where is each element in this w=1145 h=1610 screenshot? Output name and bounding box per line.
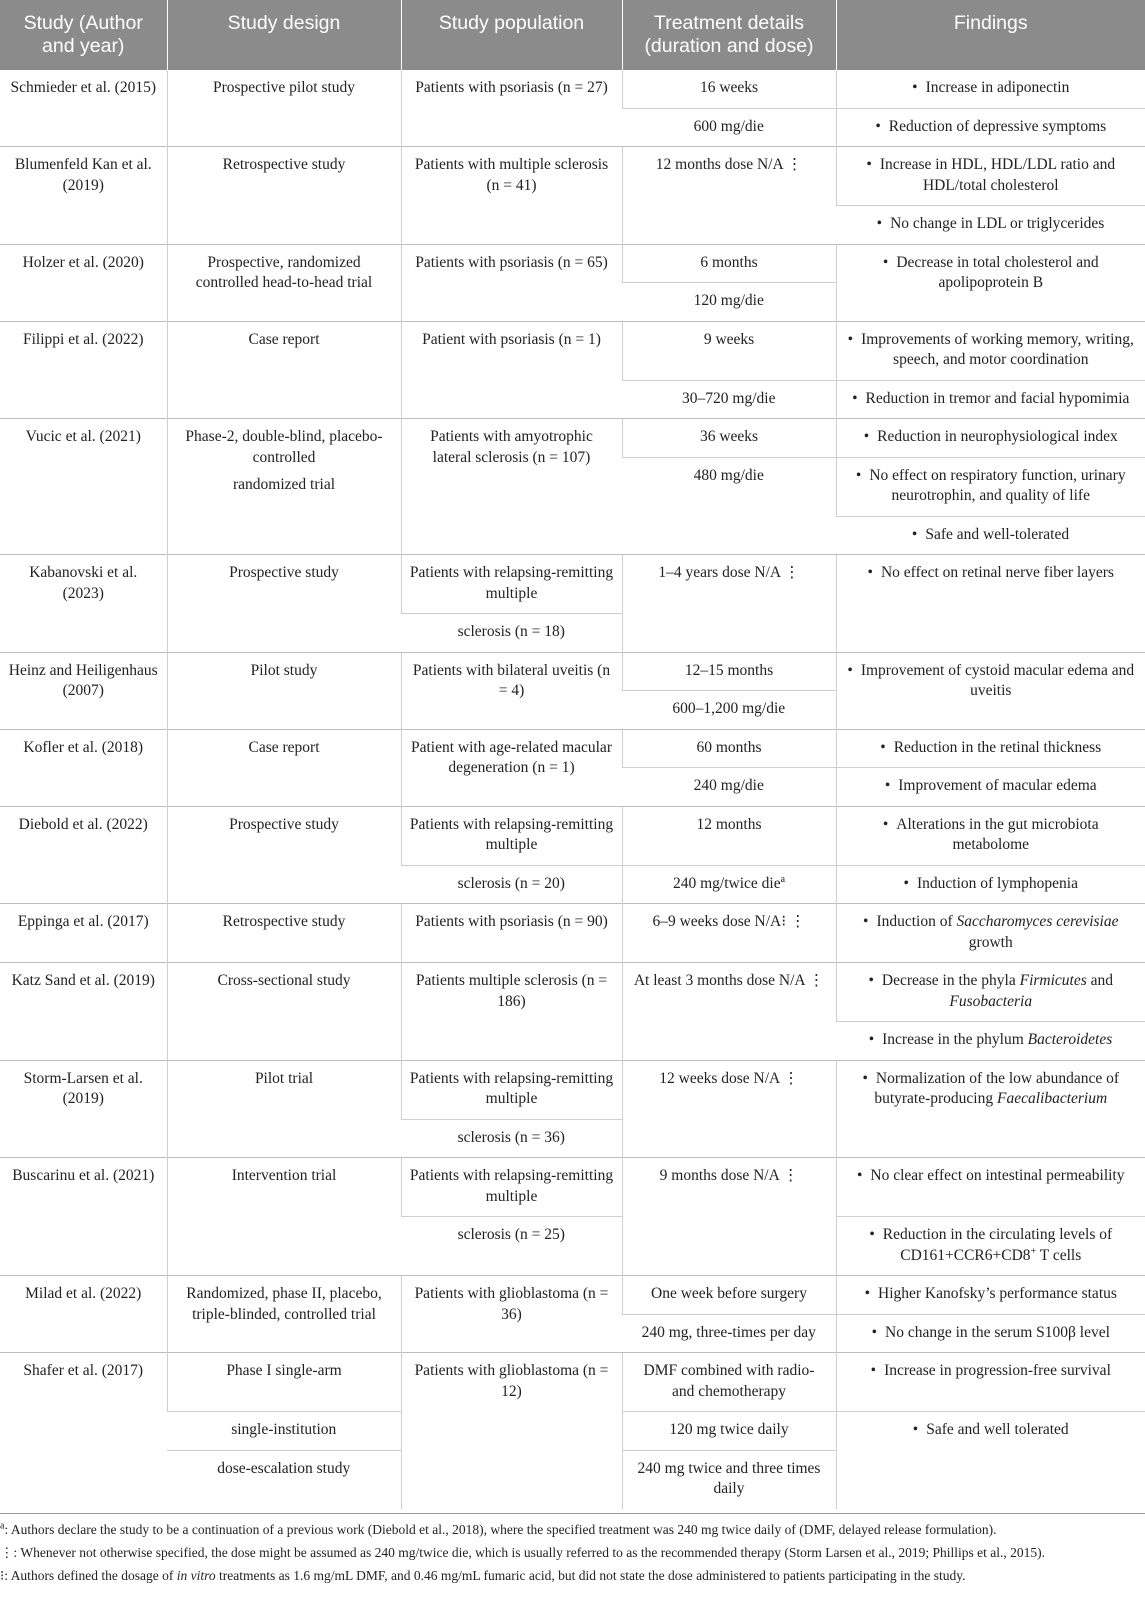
cell-treatment (622, 555, 836, 653)
cell-finding (836, 1314, 1145, 1353)
cell-treatment: 6 months (622, 244, 836, 283)
cell-study: Blumenfeld Kan et al. (2019) (0, 147, 167, 245)
finding-text (863, 913, 1118, 951)
cell-finding (836, 321, 1145, 380)
cell-population: Patients with psoriasis (n = 65) (401, 244, 622, 321)
finding-text: • No effect on retinal nerve fiber layers (868, 564, 1114, 581)
footnote-mark: ⋮ (808, 972, 825, 989)
finding-text: • Alterations in the gut microbiota metabolome (883, 816, 1099, 854)
table-row (0, 729, 1145, 768)
treatment-text: 12 months dose N/A (655, 156, 783, 173)
treatment-text: 12 weeks dose N/A (659, 1069, 780, 1087)
cell-finding (836, 1276, 1145, 1315)
cell-design: Case report (167, 729, 401, 806)
footnote-text: treatments as 1.6 mg/mL DMF, and 0.46 mg/mL fumaric acid, but did not state the dose administered to patients participating in the study. (219, 1568, 966, 1583)
finding-text (869, 1031, 1113, 1048)
cell-treatment (622, 1158, 836, 1276)
cell-treatment: 30–720 mg/die (622, 380, 836, 419)
cell-population: sclerosis (n = 36) (401, 1119, 622, 1158)
cell-finding (836, 147, 1145, 206)
cell-population: sclerosis (n = 25) (401, 1217, 622, 1276)
header-design: Study design (167, 0, 401, 70)
table-footnotes (0, 1513, 1145, 1587)
table-row (0, 147, 1145, 206)
finding-italic: Faecalibacterium (996, 1090, 1108, 1107)
cell-population: Patients multiple sclerosis (n = 186) (401, 963, 622, 1061)
finding-text: • Higher Kanofsky’s performance status (865, 1285, 1117, 1302)
cell-finding (836, 963, 1145, 1022)
finding-text: • Safe and well-tolerated (912, 526, 1069, 543)
footnote-3: ⁝: Authors defined the dosage of in vitro treatments as 1.6 mg/mL DMF, and 0.46 mg/mL fumaric acid, but did not state the dose administered to patients participating in the study. (0, 1568, 966, 1583)
design-line: Phase-2, double-blind, placebo-controlled (185, 428, 383, 466)
cell-study: Heinz and Heiligenhaus (2007) (0, 652, 167, 729)
finding-text: • Induction of lymphopenia (904, 875, 1078, 892)
footnote-1: $^a$: Authors declare the study to be a continuation of a previous work (Diebold et al., 2018), where the specified treatment was 240 mg twice daily of (DMF, delayed release formulation). (0, 1520, 997, 1537)
finding-text: • Decrease in total cholesterol and apolipoprotein B (883, 254, 1099, 292)
footnote-mark: ⁝ (0, 1568, 5, 1583)
cell-study: Kabanovski et al. (2023) (0, 555, 167, 653)
finding-text: • Reduction in the retinal thickness (880, 739, 1101, 756)
cell-design: Prospective, randomized controlled head-to-head trial (167, 244, 401, 321)
cell-treatment: 9 weeks (622, 321, 836, 380)
finding-text: • Increase in adiponectin (912, 79, 1069, 96)
table-row (0, 1060, 1145, 1119)
cell-design: single-institution (167, 1412, 401, 1451)
cell-finding (836, 1158, 1145, 1217)
finding-part: Increase in the phylum (882, 1031, 1024, 1048)
cell-finding (836, 555, 1145, 653)
cell-study: Buscarinu et al. (2021) (0, 1158, 167, 1276)
treatment-text: 240 mg/twice die (672, 874, 781, 892)
header-row (0, 0, 1145, 70)
cell-finding (836, 206, 1145, 245)
cell-finding (836, 1412, 1145, 1509)
superscript-plus: + (1030, 1245, 1037, 1257)
finding-part: growth (968, 933, 1013, 951)
cell-treatment: 36 weeks (622, 419, 836, 458)
cell-population: Patients with psoriasis (n = 27) (401, 70, 622, 147)
cell-design: Intervention trial (167, 1158, 401, 1276)
treatment-text: 1–4 years dose N/A (658, 564, 781, 581)
header-treatment: Treatment details (duration and dose) (622, 0, 836, 70)
footnote-mark: ⋮ (784, 564, 800, 581)
footnote-mark: ⋮ (0, 1545, 14, 1560)
cell-study: Shafer et al. (2017) (0, 1353, 167, 1509)
cell-study: Filippi et al. (2022) (0, 321, 167, 419)
cell-treatment: 60 months (622, 729, 836, 768)
cell-design: Retrospective study (167, 147, 401, 245)
finding-text: • No change in LDL or triglycerides (877, 215, 1105, 232)
cell-population: Patients with psoriasis (n = 90) (401, 904, 622, 963)
table-row (0, 244, 1145, 283)
finding-text: • Reduction of depressive symptoms (875, 118, 1106, 135)
cell-population: Patients with bilateral uveitis (n = 4) (401, 652, 622, 729)
finding-text: • Improvement of macular edema (885, 777, 1097, 794)
finding-text: • No change in the serum S100β level (872, 1324, 1110, 1341)
finding-text: • Reduction in neurophysiological index (864, 428, 1118, 445)
cell-population: Patients with amyotrophic lateral sclerosis (n = 107) (401, 419, 622, 555)
finding-part: T cells (1039, 1246, 1082, 1264)
cell-design: Pilot trial (167, 1060, 401, 1158)
finding-text: • No effect on respiratory function, urinary neurotrophin, and quality of life (856, 467, 1126, 505)
cell-study: Schmieder et al. (2015) (10, 79, 156, 96)
cell-treatment (622, 963, 836, 1061)
table-row (0, 70, 1145, 108)
cell-population: Patients with relapsing-remitting multiple (401, 1060, 622, 1119)
table-row (0, 1276, 1145, 1315)
cell-finding (836, 108, 1145, 147)
finding-text: • Increase in HDL, HDL/LDL ratio and HDL/total cholesterol (866, 156, 1115, 194)
finding-part: Reduction in the circulating levels of CD161+CCR6+CD8 (882, 1226, 1113, 1264)
cell-population: sclerosis (n = 18) (401, 614, 622, 653)
cell-population: sclerosis (n = 20) (401, 865, 622, 904)
table-row (0, 652, 1145, 691)
cell-study: Vucic et al. (2021) (0, 419, 167, 555)
footnote-mark: ⋮ (790, 913, 806, 930)
cell-design: Case report (167, 321, 401, 419)
finding-part: and (1090, 972, 1114, 989)
cell-finding (836, 419, 1145, 458)
cell-study: Katz Sand et al. (2019) (0, 963, 167, 1061)
table-row (0, 419, 1145, 458)
finding-text: • Improvements of working memory, writing, speech, and motor coordination (848, 331, 1134, 369)
cell-population: Patients with multiple sclerosis (n = 41) (401, 147, 622, 245)
finding-part: Induction of (876, 913, 953, 930)
cell-study: Storm-Larsen et al. (2019) (0, 1060, 167, 1158)
finding-text: • Increase in progression-free survival (871, 1362, 1111, 1379)
cell-finding (836, 1217, 1145, 1276)
finding-italic: Fusobacteria (949, 992, 1033, 1010)
cell-design: Cross-sectional study (167, 963, 401, 1061)
cell-finding (836, 380, 1145, 419)
cell-treatment: 240 mg, three-times per day (622, 1314, 836, 1353)
cell-treatment: 240 mg/die (622, 768, 836, 807)
cell-study: Kofler et al. (2018) (0, 729, 167, 806)
cell-treatment: 120 mg twice daily (622, 1412, 836, 1451)
table-row (0, 1353, 1145, 1412)
table-row (0, 321, 1145, 380)
cell-study: Holzer et al. (2020) (0, 244, 167, 321)
cell-treatment (622, 865, 836, 904)
cell-treatment (622, 1060, 836, 1158)
finding-text: • Safe and well tolerated (913, 1421, 1069, 1438)
cell-design: Prospective study (167, 806, 401, 904)
cell-finding (836, 865, 1145, 904)
cell-finding (836, 516, 1145, 555)
header-population: Study population (401, 0, 622, 70)
cell-finding (836, 1060, 1145, 1158)
cell-finding (836, 652, 1145, 729)
cell-study: Eppinga et al. (2017) (0, 904, 167, 963)
cell-design: dose-escalation study (167, 1450, 401, 1509)
cell-finding (836, 457, 1145, 516)
header-findings: Findings (836, 0, 1145, 70)
cell-finding (836, 1022, 1145, 1061)
finding-italic: Bacteroidetes (1027, 1031, 1113, 1048)
cell-design (167, 419, 401, 555)
finding-text (869, 1226, 1112, 1264)
footnote-mark: ⁝ (781, 913, 787, 930)
cell-treatment: 12 months (622, 806, 836, 865)
finding-part: Decrease in the phyla (881, 972, 1016, 989)
cell-design: Pilot study (167, 652, 401, 729)
cell-treatment: 600 mg/die (622, 108, 836, 147)
cell-finding (836, 244, 1145, 321)
finding-text (868, 972, 1113, 1010)
table-row (0, 806, 1145, 865)
cell-design: Randomized, phase II, placebo, triple-blinded, controlled trial (167, 1276, 401, 1353)
cell-population: Patient with age-related macular degeneration (n = 1) (401, 729, 622, 806)
finding-part: Normalization of the low abundance of butyrate-producing (874, 1069, 1120, 1107)
footnote-text: Whenever not otherwise specified, the dose might be assumed as 240 mg/twice die, which is usually referred to as the recommended therapy (Storm Larsen et al., 2019; Phillips et al., 2015). (20, 1545, 1045, 1560)
cell-study: Diebold et al. (2022) (0, 806, 167, 904)
cell-treatment: 240 mg twice and three times daily (622, 1450, 836, 1509)
design-line: randomized trial (233, 476, 335, 493)
cell-treatment (622, 147, 836, 245)
footnote-text: Authors defined the dosage of (10, 1568, 174, 1583)
footnote-mark: a (780, 873, 786, 885)
table-row (0, 1158, 1145, 1217)
table-row (0, 555, 1145, 614)
treatment-text: 9 months dose N/A (659, 1167, 779, 1184)
footnote-mark: ⋮ (782, 1167, 799, 1184)
cell-treatment: DMF combined with radio- and chemotherapy (622, 1353, 836, 1412)
cell-treatment (622, 904, 836, 963)
cell-population: Patients with glioblastoma (n = 12) (401, 1353, 622, 1509)
footnote-2: ⋮: Whenever not otherwise specified, the dose might be assumed as 240 mg/twice die, which is usually referred to as the recommended therapy (Storm Larsen et al., 2019; Phillips et al., 2015). (0, 1545, 1045, 1560)
finding-italic: Saccharomyces cerevisiae (956, 913, 1119, 930)
treatment-text: 6–9 weeks dose N/A (652, 913, 782, 930)
cell-finding (836, 729, 1145, 768)
cell-treatment: 120 mg/die (622, 283, 836, 322)
cell-population: Patients with relapsing-remitting multiple (401, 1158, 622, 1217)
cell-finding (836, 806, 1145, 865)
table-row (0, 963, 1145, 1022)
footnote-italic: in vitro (176, 1568, 216, 1583)
footnote-mark: a (0, 1520, 5, 1532)
cell-treatment: One week before surgery (622, 1276, 836, 1315)
finding-italic: Firmicutes (1019, 972, 1087, 989)
cell-population: Patients with relapsing-remitting multiple (401, 555, 622, 614)
finding-text: • Reduction in tremor and facial hypomimia (852, 390, 1129, 407)
cell-treatment: 600–1,200 mg/die (622, 691, 836, 730)
cell-finding (836, 768, 1145, 807)
cell-population: Patients with relapsing-remitting multiple (401, 806, 622, 865)
cell-finding (836, 70, 1145, 108)
cell-population: Patient with psoriasis (n = 1) (401, 321, 622, 419)
footnote-mark: ⋮ (783, 1069, 799, 1087)
footnote-text: Authors declare the study to be a continuation of a previous work (Diebold et al., 2018), where the specified treatment was 240 mg twice daily of (DMF, delayed release formulation). (10, 1522, 997, 1537)
cell-finding (836, 1353, 1145, 1412)
cell-finding (836, 904, 1145, 963)
footnote-mark: ⋮ (786, 156, 803, 173)
header-study: Study (Author and year) (0, 0, 167, 70)
cell-design: Prospective study (167, 555, 401, 653)
finding-text: • No clear effect on intestinal permeability (857, 1167, 1125, 1184)
cell-study: Milad et al. (2022) (0, 1276, 167, 1353)
finding-text (862, 1070, 1119, 1108)
cell-population: Patients with glioblastoma (n = 36) (401, 1276, 622, 1353)
treatment-text: At least 3 months dose N/A (633, 972, 805, 989)
cell-design: Prospective pilot study (167, 70, 401, 147)
finding-text: • Improvement of cystoid macular edema and uveitis (847, 662, 1134, 700)
cell-treatment: 480 mg/die (622, 457, 836, 555)
cell-design: Retrospective study (167, 904, 401, 963)
table-row (0, 904, 1145, 963)
cell-treatment: 16 weeks (622, 70, 836, 108)
cell-treatment: 12–15 months (622, 652, 836, 691)
cell-design: Phase I single-arm (167, 1353, 401, 1412)
